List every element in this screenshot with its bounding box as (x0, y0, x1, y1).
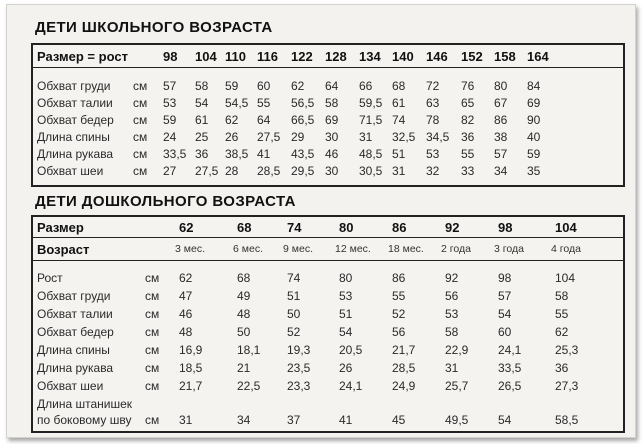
table-cell: 31 (179, 413, 193, 427)
table-cell: 50 (237, 325, 251, 339)
table-cell: 20,5 (339, 343, 363, 357)
table-cell: 55 (257, 96, 271, 110)
preschool-age-label: Возраст (37, 242, 90, 257)
table-cell: 57 (163, 79, 177, 93)
table-cell: 52 (287, 325, 301, 339)
school-size-col: 140 (392, 49, 414, 64)
row-label: Рост (37, 271, 63, 285)
table-cell: 69 (527, 96, 541, 110)
table-cell: 58 (325, 96, 339, 110)
table-cell: 29,5 (291, 164, 315, 178)
table-cell: 33 (461, 164, 475, 178)
table-cell: 104 (555, 271, 576, 285)
school-header-row (33, 45, 623, 68)
table-cell: 57 (494, 147, 508, 161)
table-cell: 36 (195, 147, 209, 161)
table-cell: 34 (494, 164, 508, 178)
table-cell: 66,5 (291, 113, 315, 127)
table-cell: 33,5 (498, 361, 522, 375)
table-cell: 68 (237, 271, 251, 285)
preschool-size-col: 86 (392, 220, 407, 235)
table-cell: 23,3 (287, 379, 311, 393)
table-cell: 18,1 (237, 343, 261, 357)
row-label: Длина рукава (37, 147, 114, 161)
table-cell: 55 (461, 147, 475, 161)
row-label: Длина рукава (37, 361, 114, 375)
table-cell: 67 (494, 96, 508, 110)
table-cell: 51 (287, 289, 301, 303)
table-cell: 80 (494, 79, 508, 93)
school-size-col: 158 (494, 49, 516, 64)
preschool-age-col: 3 года (494, 243, 524, 255)
table-cell: 59 (163, 113, 177, 127)
table-cell: 68 (392, 79, 406, 93)
school-size-col: 128 (325, 49, 347, 64)
table-cell: 49 (237, 289, 251, 303)
table-cell: 45 (392, 413, 406, 427)
unit-label: см (145, 361, 160, 375)
table-cell: 38 (494, 130, 508, 144)
table-cell: 55 (555, 307, 569, 321)
table-cell: 29 (291, 130, 305, 144)
table-cell: 58 (445, 325, 459, 339)
table-cell: 54 (339, 325, 353, 339)
table-cell: 53 (445, 307, 459, 321)
table-cell: 43,5 (291, 147, 315, 161)
table-cell: 27,5 (257, 130, 281, 144)
table-cell: 28,5 (392, 361, 416, 375)
table-cell: 41 (339, 413, 353, 427)
table-cell: 48 (179, 325, 193, 339)
table-cell: 59 (225, 79, 239, 93)
table-cell: 27,3 (555, 379, 579, 393)
table-cell: 21 (237, 361, 251, 375)
table-cell: 25,7 (445, 379, 469, 393)
table-cell: 98 (498, 271, 512, 285)
table-cell: 58 (195, 79, 209, 93)
unit-label: см (133, 164, 148, 178)
table-cell: 53 (339, 289, 353, 303)
table-cell: 62 (179, 271, 193, 285)
table-cell: 26 (225, 130, 239, 144)
school-size-col: 98 (163, 49, 178, 64)
table-cell: 62 (225, 113, 239, 127)
table-cell: 61 (195, 113, 209, 127)
table-cell: 31 (445, 361, 459, 375)
table-cell: 74 (287, 271, 301, 285)
table-cell: 57 (498, 289, 512, 303)
table-cell: 38,5 (225, 147, 249, 161)
table-cell: 30 (325, 130, 339, 144)
table-cell: 47 (179, 289, 193, 303)
table-cell: 54 (498, 413, 512, 427)
table-cell: 74 (392, 113, 406, 127)
unit-label: см (145, 289, 160, 303)
table-cell: 66 (359, 79, 373, 93)
table-cell: 62 (555, 325, 569, 339)
table-cell: 48 (237, 307, 251, 321)
preschool-size-label: Размер (37, 220, 84, 235)
table-cell: 27,5 (195, 164, 219, 178)
row-label: Обхват талии (37, 307, 113, 321)
table-cell: 25,3 (555, 343, 579, 357)
table-cell: 61 (392, 96, 406, 110)
row-label: Обхват талии (37, 96, 113, 110)
table-cell: 82 (461, 113, 475, 127)
preschool-age-col: 4 года (551, 243, 581, 255)
table-cell: 19,3 (287, 343, 311, 357)
table-cell: 92 (445, 271, 459, 285)
table-cell: 72 (426, 79, 440, 93)
unit-label: см (145, 307, 160, 321)
table-cell: 30 (325, 164, 339, 178)
table-cell: 51 (339, 307, 353, 321)
preschool-age-row (33, 238, 623, 261)
table-cell: 37 (287, 413, 301, 427)
table-cell: 78 (426, 113, 440, 127)
preschool-size-col: 104 (555, 220, 577, 235)
table-cell: 53 (163, 96, 177, 110)
table-cell: 55 (392, 289, 406, 303)
table-cell: 32,5 (392, 130, 416, 144)
school-size-col: 146 (426, 49, 448, 64)
table-cell: 23,5 (287, 361, 311, 375)
table-cell: 54 (195, 96, 209, 110)
preschool-size-table (31, 215, 625, 433)
school-header-label: Размер = рост (37, 49, 128, 64)
table-cell: 50 (287, 307, 301, 321)
table-cell: 63 (426, 96, 440, 110)
table-cell: 84 (527, 79, 541, 93)
table-cell: 56 (445, 289, 459, 303)
preschool-section-title: ДЕТИ ДОШКОЛЬНОГО ВОЗРАСТА (35, 193, 296, 210)
school-size-col: 122 (291, 49, 313, 64)
table-cell: 86 (392, 271, 406, 285)
table-cell: 56 (392, 325, 406, 339)
unit-label: см (145, 343, 160, 357)
table-cell: 25 (195, 130, 209, 144)
unit-label: см (145, 413, 160, 427)
table-cell: 30,5 (359, 164, 383, 178)
table-cell: 64 (325, 79, 339, 93)
table-cell: 86 (494, 113, 508, 127)
row-label: Обхват шеи (37, 164, 104, 178)
table-cell: 32 (426, 164, 440, 178)
table-cell: 24,1 (498, 343, 522, 357)
table-cell: 24,9 (392, 379, 416, 393)
row-label: Обхват шеи (37, 379, 104, 393)
table-cell: 22,5 (237, 379, 261, 393)
table-cell: 58,5 (555, 413, 579, 427)
table-cell: 54 (498, 307, 512, 321)
table-cell: 31 (359, 130, 373, 144)
table-cell: 16,9 (179, 343, 203, 357)
school-size-col: 164 (527, 49, 549, 64)
row-label: Обхват груди (37, 79, 111, 93)
preschool-age-col: 12 мес. (335, 243, 371, 255)
unit-label: см (133, 147, 148, 161)
table-cell: 48,5 (359, 147, 383, 161)
school-size-col: 152 (461, 49, 483, 64)
row-label: Обхват груди (37, 289, 111, 303)
preschool-age-col: 6 мес. (233, 243, 263, 255)
table-cell: 40 (527, 130, 541, 144)
school-size-col: 104 (195, 49, 217, 64)
preschool-age-col: 18 мес. (388, 243, 424, 255)
table-cell: 34 (237, 413, 251, 427)
table-cell: 24,1 (339, 379, 363, 393)
table-cell: 54,5 (225, 96, 249, 110)
row-label-line1: Длина штанишек (37, 397, 133, 411)
table-cell: 27 (163, 164, 177, 178)
unit-label: см (145, 379, 160, 393)
table-cell: 26 (339, 361, 353, 375)
preschool-age-col: 2 года (441, 243, 471, 255)
school-size-table (31, 43, 625, 187)
table-cell: 59,5 (359, 96, 383, 110)
table-cell: 46 (325, 147, 339, 161)
table-cell: 80 (339, 271, 353, 285)
table-cell: 71,5 (359, 113, 383, 127)
table-cell: 26,5 (498, 379, 522, 393)
preschool-size-row (33, 217, 623, 238)
table-cell: 49,5 (445, 413, 469, 427)
table-cell: 62 (291, 79, 305, 93)
table-cell: 41 (257, 147, 271, 161)
table-cell: 36 (461, 130, 475, 144)
unit-label: см (133, 113, 148, 127)
table-cell: 59 (527, 147, 541, 161)
unit-label: см (145, 325, 160, 339)
table-cell: 90 (527, 113, 541, 127)
unit-label: см (133, 96, 148, 110)
row-label: Обхват бедер (37, 325, 114, 339)
preschool-size-col: 62 (179, 220, 194, 235)
unit-label: см (133, 79, 148, 93)
table-cell: 60 (498, 325, 512, 339)
table-cell: 52 (392, 307, 406, 321)
preschool-size-col: 74 (287, 220, 302, 235)
preschool-age-col: 3 мес. (175, 243, 205, 255)
table-cell: 21,7 (179, 379, 203, 393)
row-label: Обхват бедер (37, 113, 114, 127)
table-cell: 46 (179, 307, 193, 321)
table-cell: 21,7 (392, 343, 416, 357)
table-cell: 28 (225, 164, 239, 178)
row-label: Длина спины (37, 130, 110, 144)
preschool-size-col: 68 (237, 220, 252, 235)
table-cell: 24 (163, 130, 177, 144)
school-size-col: 134 (359, 49, 381, 64)
preschool-size-col: 98 (498, 220, 513, 235)
table-cell: 69 (325, 113, 339, 127)
table-cell: 51 (392, 147, 406, 161)
table-cell: 33,5 (163, 147, 187, 161)
school-section-title: ДЕТИ ШКОЛЬНОГО ВОЗРАСТА (35, 19, 273, 36)
table-cell: 36 (555, 361, 569, 375)
size-chart-sheet (6, 4, 636, 438)
table-cell: 28,5 (257, 164, 281, 178)
table-cell: 65 (461, 96, 475, 110)
table-cell: 22,9 (445, 343, 469, 357)
table-cell: 53 (426, 147, 440, 161)
table-cell: 60 (257, 79, 271, 93)
table-cell: 76 (461, 79, 475, 93)
table-cell: 34,5 (426, 130, 450, 144)
preschool-age-col: 9 мес. (283, 243, 313, 255)
school-size-col: 116 (257, 49, 278, 64)
table-cell: 56,5 (291, 96, 315, 110)
table-cell: 18,5 (179, 361, 203, 375)
preschool-size-col: 92 (445, 220, 460, 235)
preschool-size-col: 80 (339, 220, 354, 235)
row-label-line2: по боковому шву (37, 413, 132, 427)
table-cell: 31 (392, 164, 406, 178)
table-cell: 35 (527, 164, 541, 178)
table-cell: 58 (555, 289, 569, 303)
school-size-col: 110 (225, 49, 246, 64)
table-cell: 64 (257, 113, 271, 127)
unit-label: см (145, 271, 160, 285)
row-label: Длина спины (37, 343, 110, 357)
unit-label: см (133, 130, 148, 144)
